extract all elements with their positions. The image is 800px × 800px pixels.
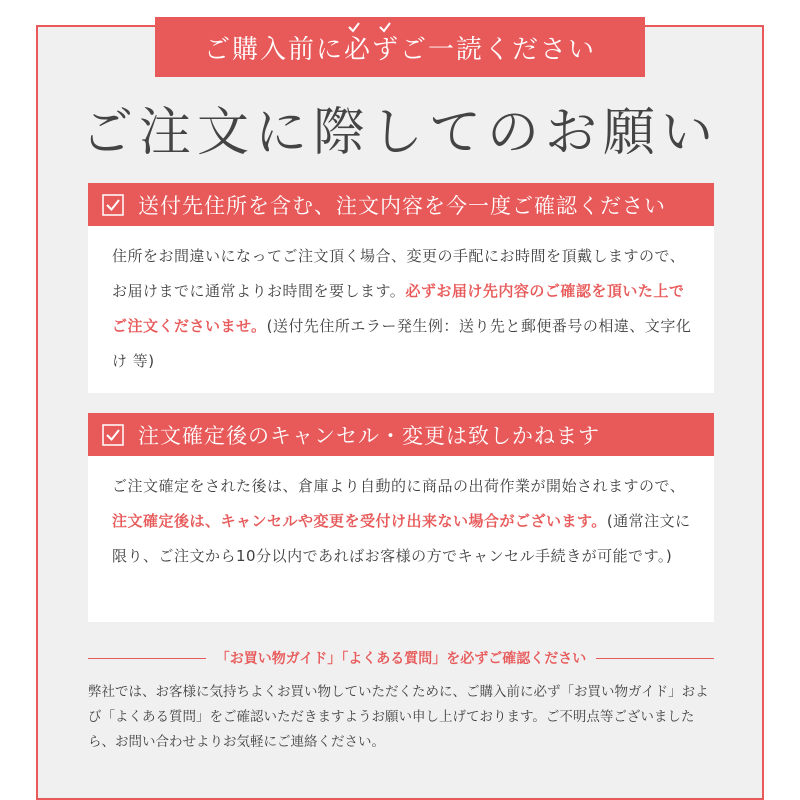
section-heading-text: 送付先住所を含む、注文内容を今一度ご確認ください [138, 193, 666, 218]
page-title: ご注文に際してのお願い [80, 103, 719, 163]
body-emphasis: 注文確定後は、キャンセルや変更を受付け出来ない場合がございます。 [112, 512, 607, 530]
guide-body: 弊社では、お客様に気持ちよくお買い物していただくために、ご購入前に必ず「お買い物ガイド」および「よくある質問」をご確認いただきますようお願い申し上げております。ご不明点等ございましたら、お問い合わせよりお気軽にご連絡ください。 [88, 684, 709, 750]
section-heading-text: 注文確定後のキャンセル・変更は致しかねます [138, 423, 600, 448]
section-heading [88, 183, 714, 226]
guide-title-row [88, 648, 714, 668]
checkbox-icon [102, 194, 124, 216]
section-body [112, 469, 696, 574]
section-address-confirm [88, 183, 714, 393]
banner-text: ご購入前に必ずご一読ください [203, 34, 596, 65]
section-heading [88, 413, 714, 456]
body-note: (通常注文に限り、ご注文から10分以内であればお客様の方でキャンセル手続きが可能です。) [112, 512, 691, 565]
check-mark-icon [348, 21, 360, 33]
divider-line [88, 658, 206, 659]
divider-line [596, 658, 714, 659]
section-cancel-policy [88, 413, 714, 622]
body-note: (送付先住所エラー発生例：送り先と郵便番号の相違、文字化け 等) [112, 317, 692, 370]
top-banner [155, 17, 645, 77]
guide-title: 「お買い物ガイド」「よくある質問」を必ずご確認ください [215, 651, 587, 667]
check-mark-icon [379, 21, 391, 33]
body-text: ご注文確定をされた後は、倉庫より自動的に商品の出荷作業が開始されますので、 [112, 477, 686, 495]
checkbox-icon [102, 424, 124, 446]
body-emphasis: 必ずお届け先内容のご確認を頂いた上でご注文くださいませ。 [112, 282, 685, 335]
body-text: 住所をお間違いになってご注文頂く場合、変更の手配にお時間を頂戴しますので、お届けまでに通常よりお時間を要します。 [112, 247, 686, 300]
section-body [112, 239, 696, 379]
